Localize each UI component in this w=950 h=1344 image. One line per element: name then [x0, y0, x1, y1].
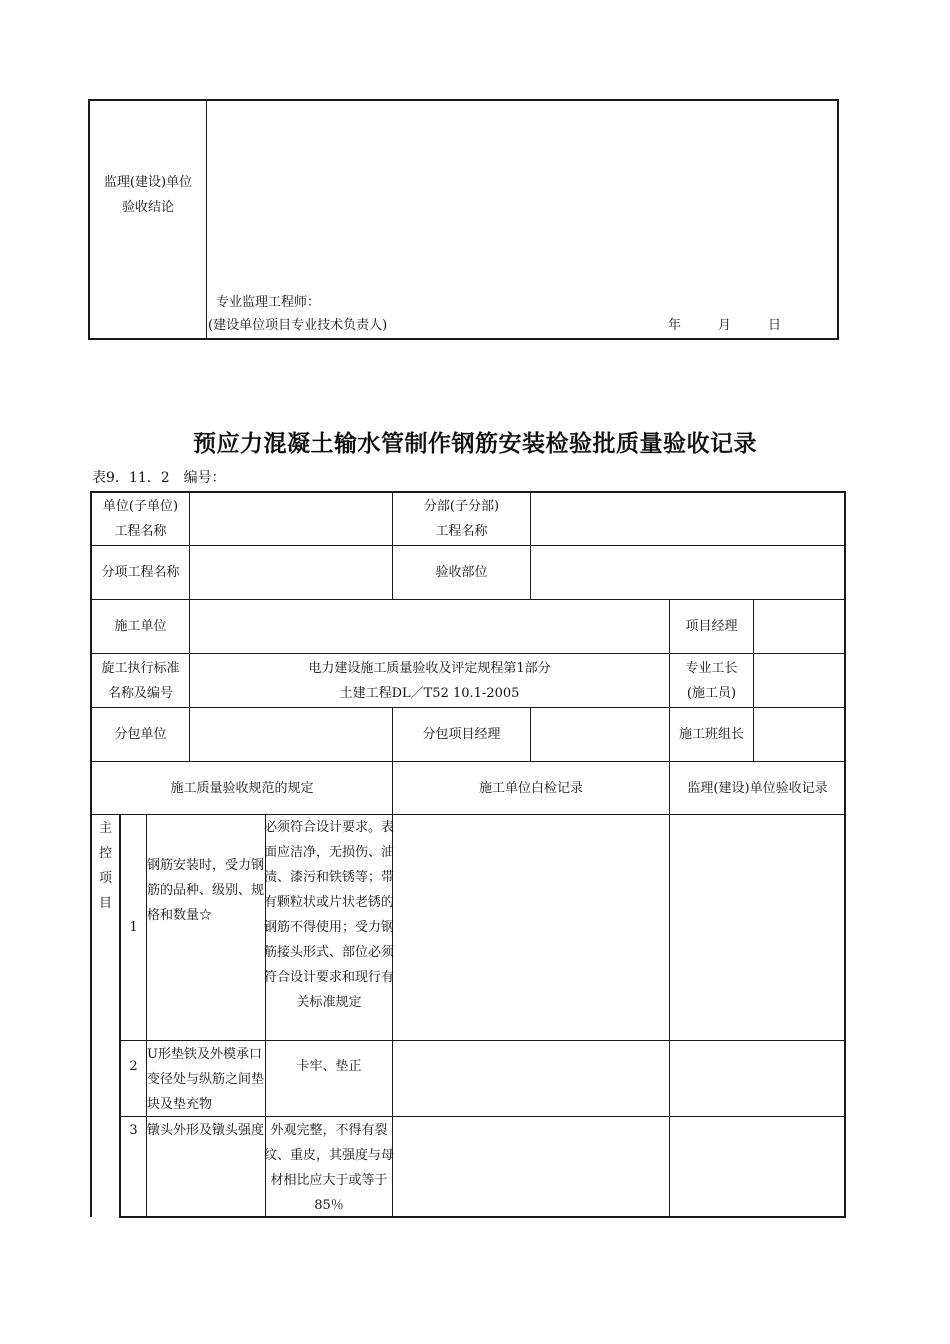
row-line: [90, 707, 846, 708]
page-title: 预应力混凝土输水管制作钢筋安装检验批质量验收记录: [193, 431, 757, 457]
col-line: [530, 707, 531, 761]
conclusion-label-line2: 验收结论: [121, 200, 174, 215]
col-line: [530, 491, 531, 599]
subcontract-pm-label: 分包项目经理: [422, 727, 501, 742]
item-2-number: 2: [129, 1059, 138, 1074]
standard-label: 旋工执行标准 名称及编号: [101, 661, 180, 701]
row-line: [90, 545, 846, 546]
item-1-number: 1: [129, 920, 138, 935]
unit-name-label: 单位(子单位) 工程名称: [102, 499, 179, 539]
table-border-right: [837, 99, 839, 340]
main-control-category: 主 控 项 目: [98, 821, 112, 911]
item-1-name: 钢筋安装时，受力钢筋的品种、级别、规格和数量☆: [147, 858, 265, 923]
project-manager-label: 项目经理: [685, 619, 738, 634]
acceptance-part-label: 验收部位: [435, 565, 488, 580]
col-line: [119, 814, 121, 1218]
table-border-top: [90, 491, 846, 493]
standard-value: 电力建设施工质量验收及评定规程第1部分 土建工程DL／T52 10.1-2005: [308, 661, 551, 701]
table-border-bottom: [119, 1216, 846, 1218]
item-2-name: U形垫铁及外模承口变径处与纵筋之间垫块及垫充物: [147, 1047, 265, 1112]
row-line: [90, 761, 846, 762]
table-divider: [206, 99, 207, 340]
spec-column-header: 施工质量验收规范的规定: [170, 781, 314, 796]
subcontractor-label: 分包单位: [114, 727, 167, 742]
month-label: 月: [718, 318, 732, 333]
item-name-label: 分项工程名称: [101, 565, 180, 580]
engineer-label: 专业监理工程师：: [216, 295, 321, 310]
division-name-label: 分部(子分部) 工程名称: [423, 499, 500, 539]
row-line: [119, 1040, 846, 1041]
team-leader-label: 施工班组长: [678, 727, 744, 742]
construction-unit-label: 施工单位: [114, 619, 167, 634]
row-line: [90, 653, 846, 654]
foreman-label: 专业工长 (施工员): [685, 661, 738, 701]
item-3-name: 镦头外形及镦头强度: [147, 1123, 265, 1138]
col-line: [669, 761, 670, 1218]
table-border-top: [88, 99, 839, 101]
day-label: 日: [768, 318, 782, 333]
table-border-bottom: [88, 338, 839, 340]
item-3-requirement: 外观完整，不得有裂纹、重皮，其强度与母材相比应大于或等于85％: [264, 1123, 395, 1213]
item-3-number: 3: [129, 1123, 138, 1138]
row-line: [90, 814, 846, 815]
self-check-column-header: 施工单位白检记录: [478, 781, 583, 796]
col-line: [189, 491, 190, 761]
conclusion-label-line1: 监理(建设)单位: [103, 175, 193, 190]
supervision-column-header: 监理(建设)单位验收记录: [687, 781, 828, 796]
col-line: [753, 599, 754, 761]
row-line: [90, 599, 846, 600]
item-1-requirement: 必须符合设计要求。表面应洁净，无损伤、油渍、漆污和铁锈等；带有颗粒状或片状老锈的钢筋不得使用；受力钢筋接头形式、部位必须符合设计要求和现行有关标准规定: [264, 820, 395, 1010]
table-number: 表9．11．2 编号：: [92, 470, 226, 486]
year-label: 年: [668, 318, 682, 333]
owner-label: (建设单位项目专业技术负责人): [208, 318, 388, 333]
item-2-requirement: 卡牢、垫正: [296, 1059, 362, 1074]
